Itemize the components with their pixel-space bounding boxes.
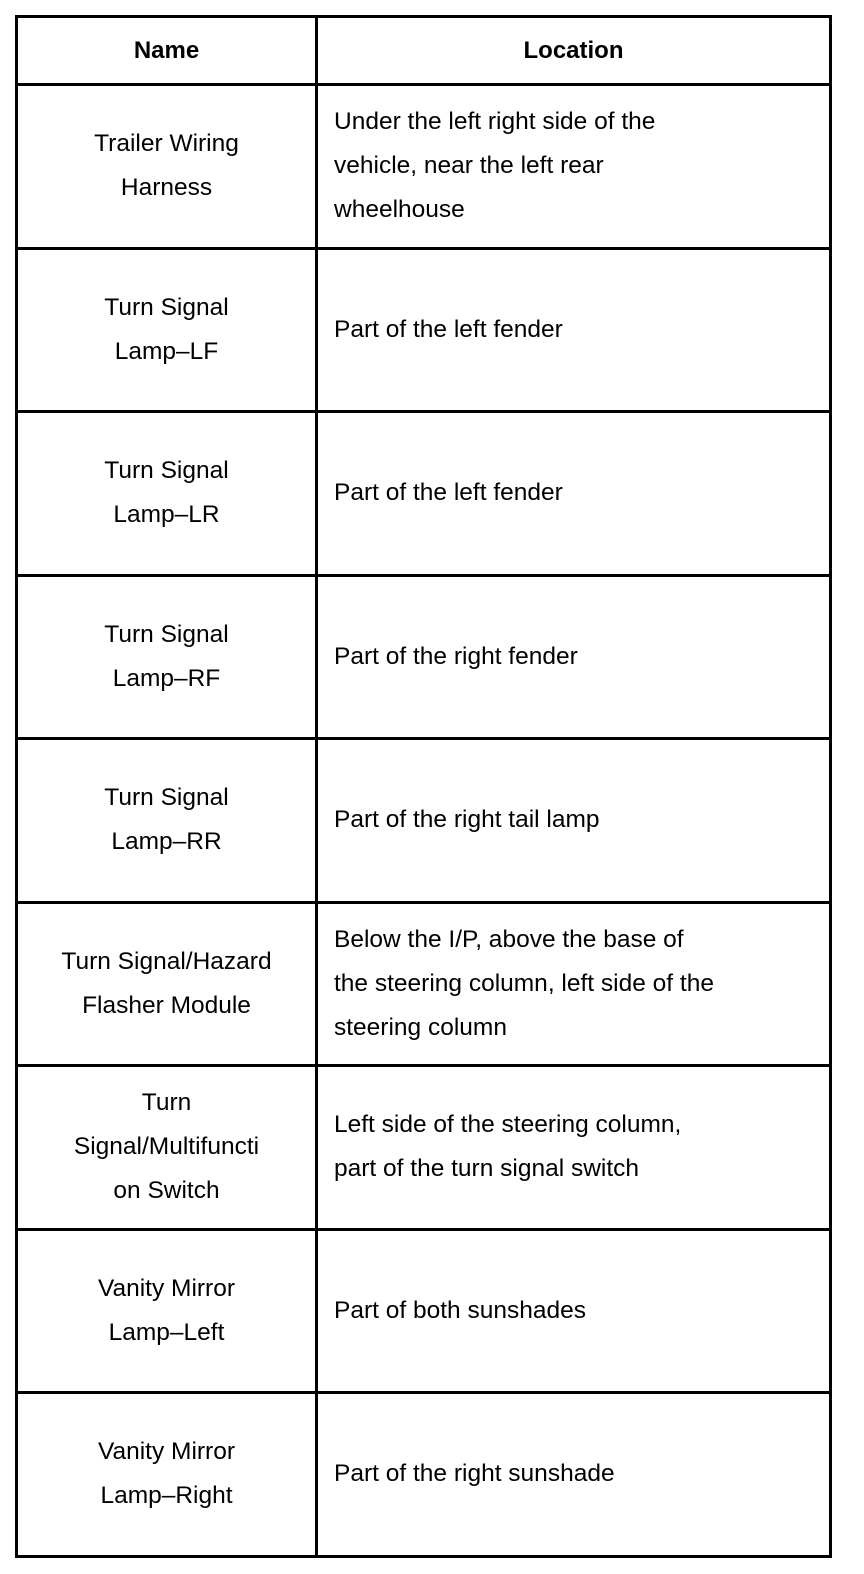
name-cell bbox=[17, 1229, 317, 1393]
table-row bbox=[17, 1066, 831, 1230]
name-cell bbox=[17, 575, 317, 739]
table-row bbox=[17, 575, 831, 739]
column-header-name: Name bbox=[17, 17, 317, 85]
name-cell bbox=[17, 1393, 317, 1557]
name-text: Turn Signal/Multifuncti on Switch bbox=[73, 1089, 260, 1205]
location-text: Part of the right sunshade bbox=[334, 1460, 615, 1488]
table-row bbox=[17, 902, 831, 1066]
name-text: Turn Signal Lamp–LF bbox=[104, 293, 229, 365]
location-text: Part of the right tail lamp bbox=[334, 806, 600, 834]
location-cell bbox=[317, 412, 831, 576]
component-location-table bbox=[15, 15, 832, 1558]
location-cell bbox=[317, 248, 831, 412]
name-text: Vanity Mirror Lamp–Right bbox=[97, 1438, 236, 1510]
table-row bbox=[17, 739, 831, 903]
table-row bbox=[17, 248, 831, 412]
name-text: Vanity Mirror Lamp–Left bbox=[97, 1274, 236, 1346]
name-text: Turn Signal Lamp–LR bbox=[104, 457, 229, 529]
name-cell bbox=[17, 85, 317, 249]
name-cell bbox=[17, 902, 317, 1066]
table-row bbox=[17, 412, 831, 576]
location-cell bbox=[317, 902, 831, 1066]
name-cell bbox=[17, 412, 317, 576]
location-text: Under the left right side of the vehicle, near the left rear wheelhouse bbox=[334, 108, 656, 224]
name-text: Trailer Wiring Harness bbox=[94, 130, 239, 202]
name-cell bbox=[17, 739, 317, 903]
location-cell bbox=[317, 1066, 831, 1230]
location-text: Part of both sunshades bbox=[334, 1296, 586, 1324]
location-text: Part of the left fender bbox=[334, 479, 563, 507]
header-row bbox=[17, 17, 831, 85]
table-row bbox=[17, 1229, 831, 1393]
name-text: Turn Signal/Hazard Flasher Module bbox=[61, 947, 272, 1019]
location-text: Part of the left fender bbox=[334, 315, 563, 343]
location-cell bbox=[317, 1229, 831, 1393]
table-row bbox=[17, 1393, 831, 1557]
name-cell bbox=[17, 1066, 317, 1230]
table-row bbox=[17, 85, 831, 249]
location-cell bbox=[317, 1393, 831, 1557]
name-cell bbox=[17, 248, 317, 412]
location-cell bbox=[317, 575, 831, 739]
location-cell bbox=[317, 85, 831, 249]
location-text: Part of the right fender bbox=[334, 642, 578, 670]
location-cell bbox=[317, 739, 831, 903]
name-text: Turn Signal Lamp–RR bbox=[104, 784, 229, 856]
column-header-location: Location bbox=[317, 17, 831, 85]
location-text: Left side of the steering column, part of the turn signal switch bbox=[334, 1111, 682, 1183]
location-text: Below the I/P, above the base of the steering column, left side of the steering column bbox=[334, 925, 714, 1041]
name-text: Turn Signal Lamp–RF bbox=[104, 620, 229, 692]
